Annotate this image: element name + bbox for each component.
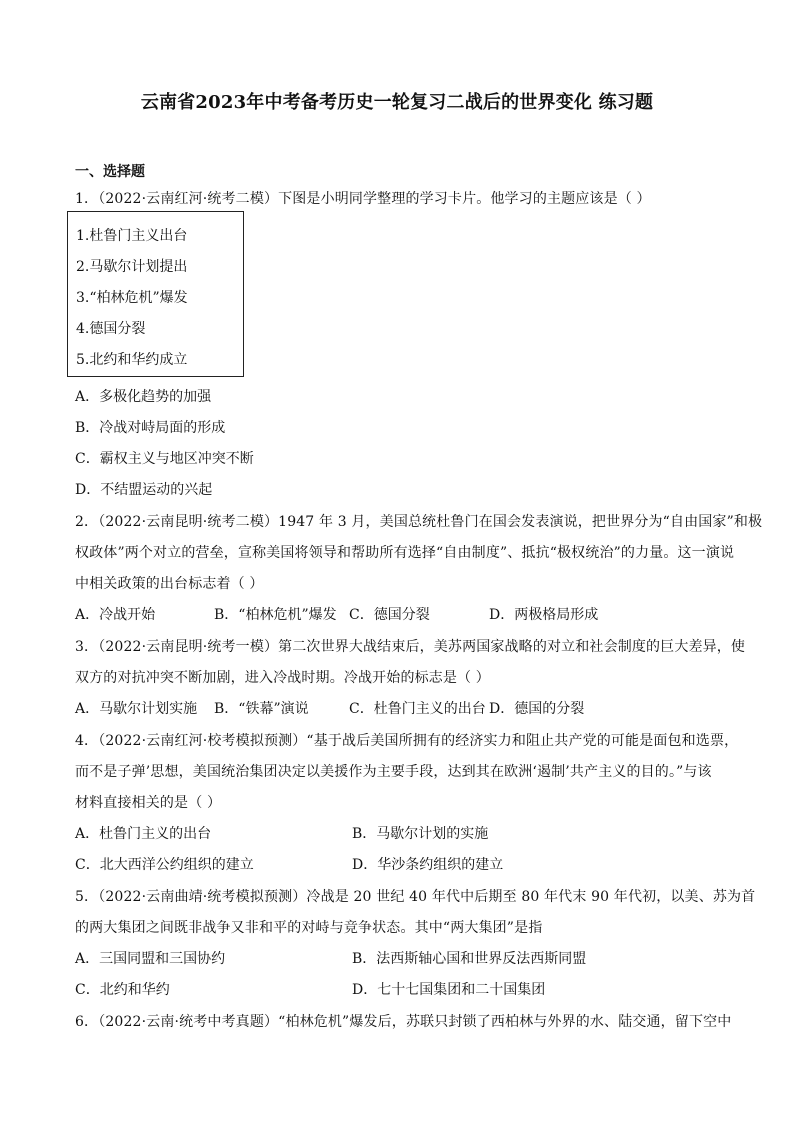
question-3-option-d: D．德国的分裂 [489,701,585,717]
question-2-line: 中相关政策的出台标志着（ ） [75,576,264,592]
question-5-option-c: C．北约和华约 [75,982,170,998]
question-2-line: 权政体”两个对立的营垒，宣称美国将领导和帮助所有选择“自由制度”、抵抗“极权统治”的力量。这一演说 [75,545,735,561]
section-title: 一、选择题 [75,164,145,180]
question-2-line: 2．（2022·云南昆明·统考二模）1947 年 3 月，美国总统杜鲁门在国会发表演说，把世界分为“自由国家”和极 [75,514,763,530]
question-2-option-c: C．德国分裂 [349,607,430,623]
question-5-option-a: A．三国同盟和三国协约 [75,951,226,967]
card-item: 1.杜鲁门主义出台 [76,228,188,244]
question-5-line: 5．（2022·云南曲靖·统考模拟预测）冷战是 20 世纪 40 年代中后期至 80 年代末 90 年代初，以美、苏为首 [75,889,756,905]
question-1-option-d: D．不结盟运动的兴起 [75,482,213,498]
question-4-option-d: D．华沙条约组织的建立 [352,857,504,873]
question-4-line: 4．（2022·云南红河·校考模拟预测）“基于战后美国所拥有的经济实力和阻止共产党的可能是面包和选票， [75,733,739,749]
question-1-option-c: C．霸权主义与地区冲突不断 [75,451,254,467]
card-item: 4.德国分裂 [76,321,146,337]
question-2-option-a: A．冷战开始 [75,607,156,623]
document-title: 云南省2023年中考备考历史一轮复习二战后的世界变化 练习题 [140,92,654,113]
question-3-option-c: C．杜鲁门主义的出台 [349,701,486,717]
question-5-line: 的两大集团之间既非战争又非和平的对峙与竞争状态。其中“两大集团”是指 [75,920,543,936]
card-item: 2.马歇尔计划提出 [76,259,188,275]
study-card [67,211,244,377]
question-3-line: 3．（2022·云南昆明·统考一模）第二次世界大战结束后，美苏两国家战略的对立和社会制度的巨大差异，使 [75,639,746,655]
question-2-option-d: D．两极格局形成 [489,607,599,623]
question-4-option-b: B．马歇尔计划的实施 [352,826,489,842]
question-1-option-b: B．冷战对峙局面的形成 [75,420,226,436]
question-3-line: 双方的对抗冲突不断加剧，进入冷战时期。冷战开始的标志是（ ） [75,670,490,686]
question-5-option-b: B．法西斯轴心国和世界反法西斯同盟 [352,951,587,967]
card-item: 3.“柏林危机”爆发 [76,290,188,306]
card-item: 5.北约和华约成立 [76,352,188,368]
question-4-line: 而不是子弹’思想，美国统治集团决定以美援作为主要手段，达到其在欧洲‘遏制’共产主义的目的。”与该 [75,764,712,780]
question-5-option-d: D．七十七国集团和二十国集团 [352,982,546,998]
question-3-option-b: B．“铁幕”演说 [214,701,309,717]
question-1-option-a: A．多极化趋势的加强 [75,389,212,405]
question-1-stem: 1．（2022·云南红河·统考二模）下图是小明同学整理的学习卡片。他学习的主题应该是（ ） [75,191,651,207]
question-4-line: 材料直接相关的是（ ） [75,795,222,811]
question-4-option-c: C．北大西洋公约组织的建立 [75,857,254,873]
question-6-line: 6．（2022·云南·统考中考真题）“柏林危机”爆发后，苏联只封锁了西柏林与外界的水、陆交通，留下空中 [75,1014,732,1030]
question-2-option-b: B．“柏林危机”爆发 [214,607,337,623]
question-4-option-a: A．杜鲁门主义的出台 [75,826,212,842]
question-3-option-a: A．马歇尔计划实施 [75,701,198,717]
